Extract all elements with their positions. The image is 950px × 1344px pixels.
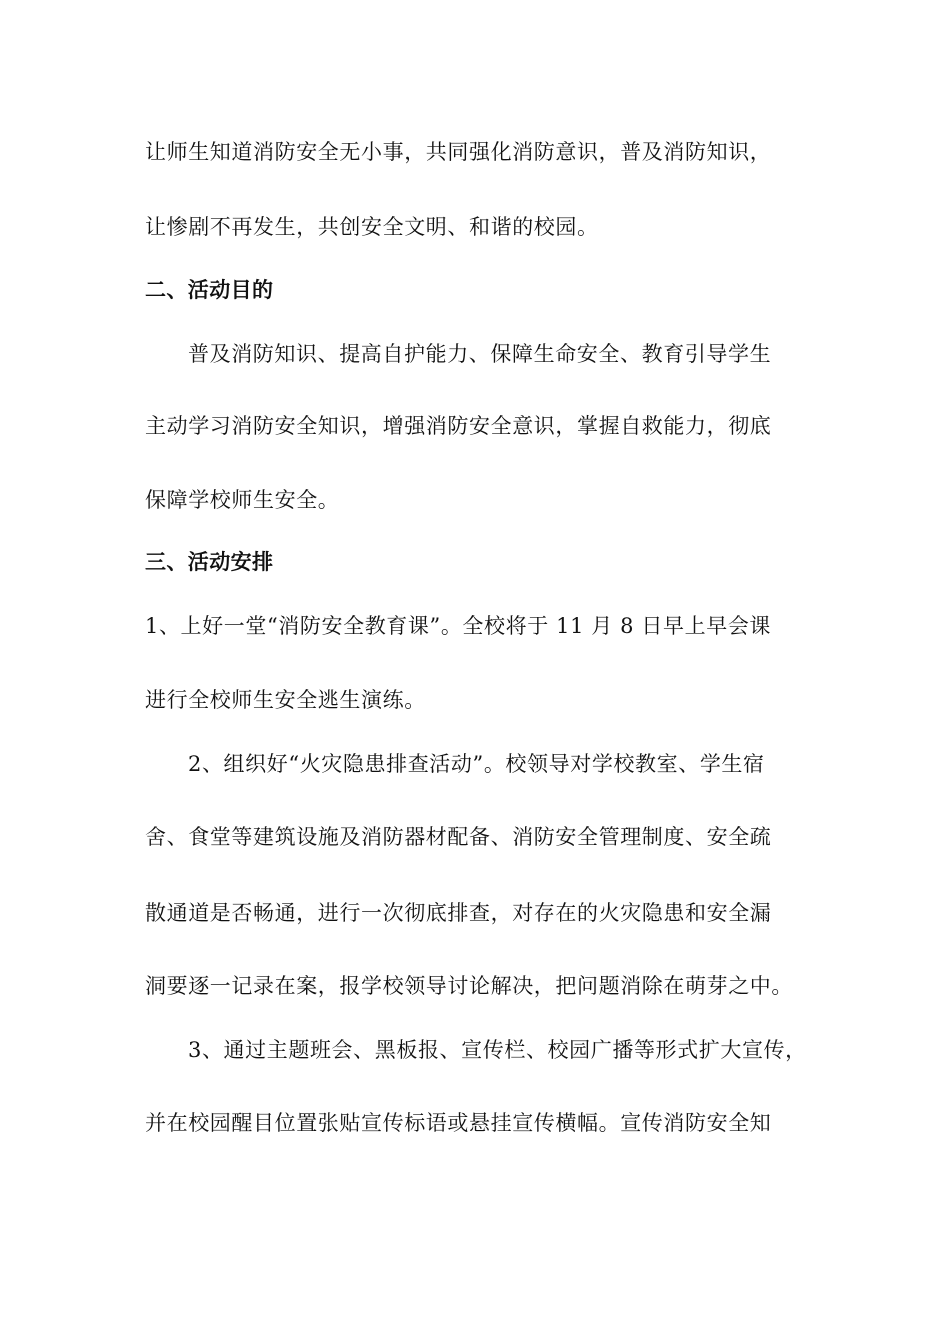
body-text-line: 让惨剧不再发生，共创安全文明、和谐的校园。 bbox=[145, 215, 599, 239]
body-text-line: 保障学校师生安全。 bbox=[145, 488, 340, 512]
body-text-line: 2、组织好“火灾隐患排查活动”。校领导对学校教室、学生宿 bbox=[188, 752, 765, 776]
section-heading-arrangement: 三、活动安排 bbox=[145, 550, 274, 574]
body-text-line: 并在校园醒目位置张贴宣传标语或悬挂宣传横幅。宣传消防安全知 bbox=[145, 1111, 772, 1135]
body-text-line: 主动学习消防安全知识，增强消防安全意识，掌握自救能力，彻底 bbox=[145, 414, 772, 438]
body-text-line: 3、通过主题班会、黑板报、宣传栏、校园广播等形式扩大宣传， bbox=[188, 1038, 807, 1062]
section-heading-purpose: 二、活动目的 bbox=[145, 278, 274, 302]
body-text-line: 洞要逐一记录在案，报学校领导讨论解决，把问题消除在萌芽之中。 bbox=[145, 974, 793, 998]
body-text-line: 进行全校师生安全逃生演练。 bbox=[145, 688, 426, 712]
body-text-line: 普及消防知识、提高自护能力、保障生命安全、教育引导学生 bbox=[188, 342, 772, 366]
body-text-line: 1、上好一堂“消防安全教育课”。全校将于 11 月 8 日早上早会课 bbox=[145, 614, 772, 638]
body-text-line: 让师生知道消防安全无小事，共同强化消防意识，普及消防知识， bbox=[145, 140, 772, 164]
body-text-line: 散通道是否畅通，进行一次彻底排查，对存在的火灾隐患和安全漏 bbox=[145, 901, 772, 925]
body-text-line: 舍、食堂等建筑设施及消防器材配备、消防安全管理制度、安全疏 bbox=[145, 825, 772, 849]
